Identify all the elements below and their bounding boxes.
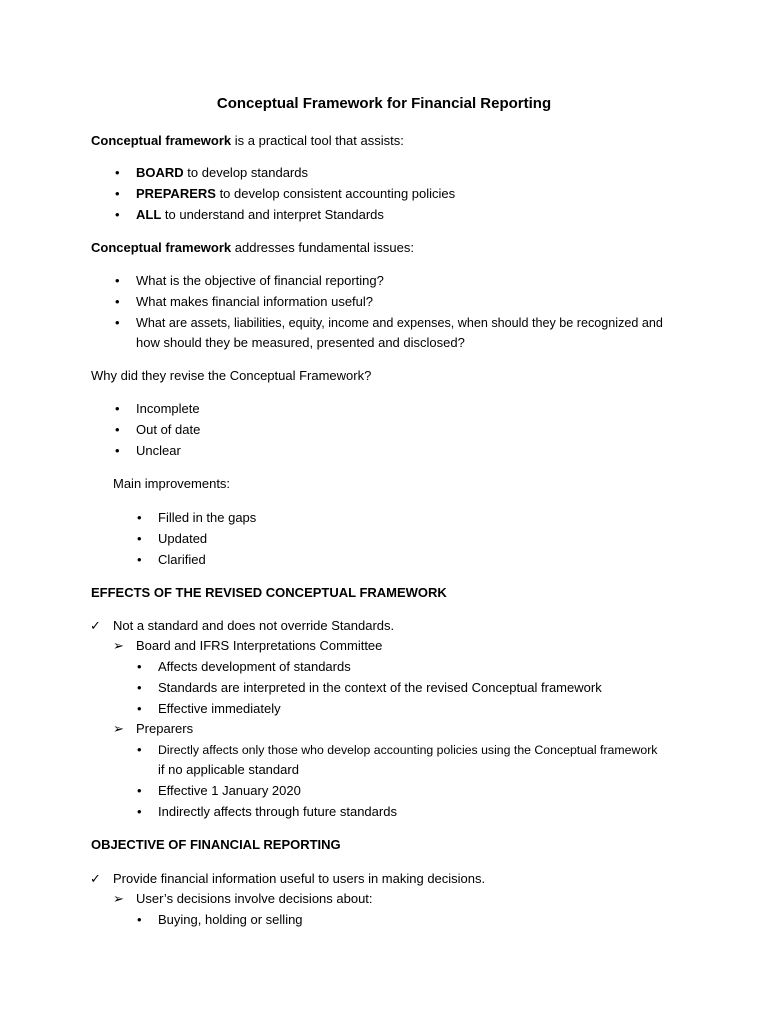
bullet-icon: • (137, 659, 142, 674)
intro-rest: is a practical tool that assists: (231, 133, 404, 148)
intro-line (91, 133, 404, 149)
bullet-icon: • (115, 315, 120, 330)
item-rest: to develop consistent accounting policies (215, 186, 456, 201)
arrow-item: User’s decisions involve decisions about: (136, 891, 373, 906)
section-heading: OBJECTIVE OF FINANCIAL REPORTING (91, 837, 341, 852)
item-bold: ALL (136, 207, 162, 222)
issues-line (91, 240, 414, 256)
bullet-icon: • (137, 742, 142, 757)
bullet-icon: • (115, 422, 120, 437)
section-heading: EFFECTS OF THE REVISED CONCEPTUAL FRAMEWORK (91, 585, 447, 600)
list-item: Indirectly affects through future standards (158, 804, 397, 819)
list-item: What makes financial information useful? (136, 294, 374, 309)
bullet-icon: • (137, 804, 142, 819)
item-rest: to develop standards (183, 165, 308, 180)
issues-bold: Conceptual framework (91, 240, 232, 255)
list-item: What is the objective of financial reporting? (136, 273, 384, 288)
bullet-icon: • (137, 510, 142, 525)
list-item: Effective immediately (158, 701, 281, 716)
list-item: Affects development of standards (158, 659, 351, 674)
list-item: Unclear (136, 443, 181, 458)
list-item (136, 165, 308, 181)
list-item: Out of date (136, 422, 201, 437)
list-item: Filled in the gaps (158, 510, 257, 525)
list-item: Incomplete (136, 401, 200, 416)
bullet-icon: • (115, 165, 120, 180)
list-item-continuation: how should they be measured, presented and disclosed? (136, 335, 465, 350)
arrow-icon: ➢ (113, 891, 124, 906)
improvements-label: Main improvements: (113, 476, 231, 491)
arrow-item: Board and IFRS Interpretations Committee (136, 638, 383, 653)
arrow-icon: ➢ (113, 721, 124, 736)
bullet-icon: • (115, 207, 120, 222)
intro-bold: Conceptual framework (91, 133, 232, 148)
bullet-icon: • (137, 783, 142, 798)
list-item: Updated (158, 531, 208, 546)
bullet-icon: • (137, 680, 142, 695)
list-item: Standards are interpreted in the context of the revised Conceptual framework (158, 680, 602, 695)
check-icon: ✓ (90, 618, 101, 633)
arrow-icon: ➢ (113, 638, 124, 653)
list-item: Clarified (158, 552, 206, 567)
list-item-continuation: if no applicable standard (158, 762, 299, 777)
bullet-icon: • (115, 273, 120, 288)
item-bold: PREPARERS (136, 186, 216, 201)
list-item (136, 207, 384, 223)
list-item: Directly affects only those who develop accounting policies using the Conceptual framework (158, 743, 658, 757)
bullet-icon: • (115, 401, 120, 416)
page-title: Conceptual Framework for Financial Reporting (216, 95, 552, 112)
check-item: Provide financial information useful to users in making decisions. (113, 871, 486, 886)
bullet-icon: • (137, 912, 142, 927)
issues-rest: addresses fundamental issues: (231, 240, 414, 255)
check-item: Not a standard and does not override Standards. (113, 618, 395, 633)
item-rest: to understand and interpret Standards (161, 207, 384, 222)
list-item: Buying, holding or selling (158, 912, 303, 927)
revise-question: Why did they revise the Conceptual Framework? (91, 368, 372, 383)
check-icon: ✓ (90, 871, 101, 886)
list-item: Effective 1 January 2020 (158, 783, 301, 798)
bullet-icon: • (115, 443, 120, 458)
bullet-icon: • (115, 186, 120, 201)
bullet-icon: • (115, 294, 120, 309)
item-bold: BOARD (136, 165, 184, 180)
bullet-icon: • (137, 701, 142, 716)
arrow-item: Preparers (136, 721, 194, 736)
list-item (136, 186, 455, 202)
list-item: What are assets, liabilities, equity, income and expenses, when should they be recognized and (136, 316, 663, 330)
bullet-icon: • (137, 531, 142, 546)
bullet-icon: • (137, 552, 142, 567)
